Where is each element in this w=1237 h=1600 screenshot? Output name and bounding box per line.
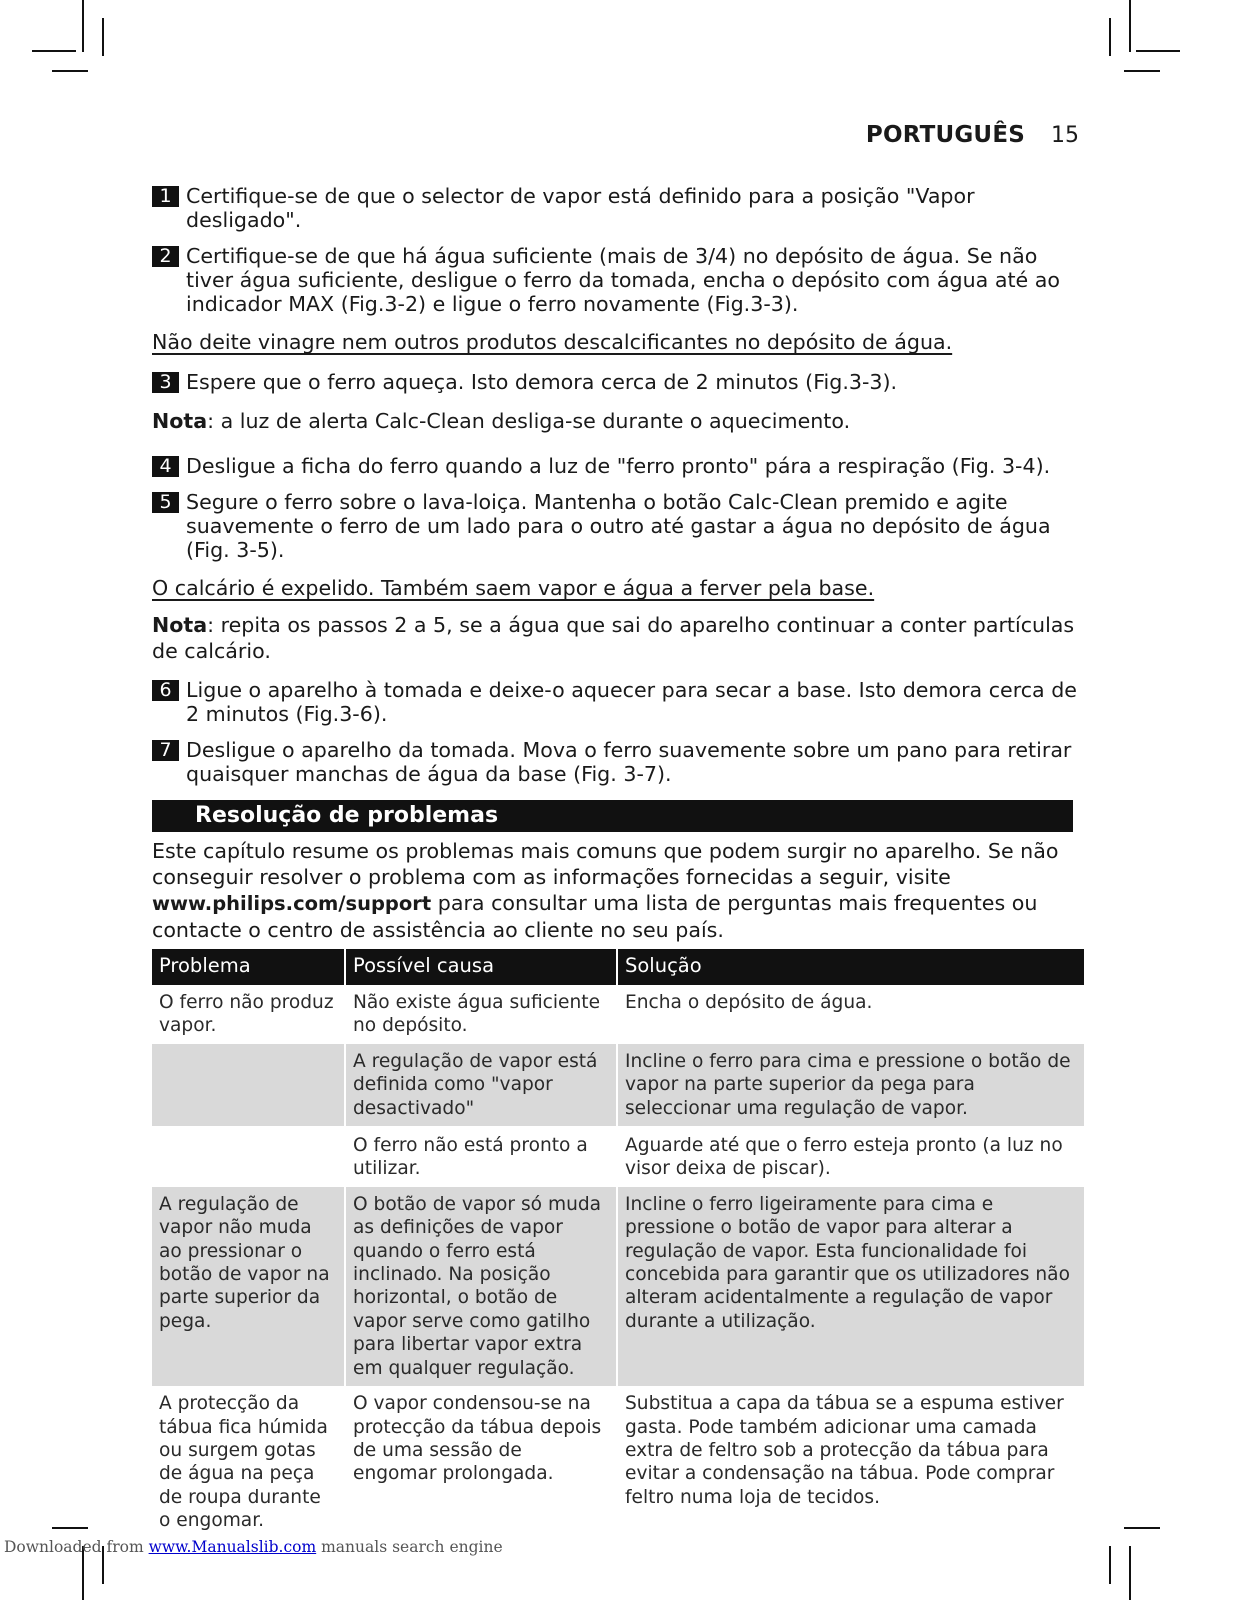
crop-mark: [102, 18, 104, 56]
step-2: [152, 244, 1082, 316]
crop-mark: [1129, 0, 1131, 52]
intro-text: Este capítulo resume os problemas mais comuns que podem surgir no aparelho. Se não conseguir resolver o problema com as informações fornecidas a seguir, visite: [152, 839, 1059, 889]
crop-mark: [82, 0, 84, 52]
problem-cell: [152, 1044, 345, 1127]
column-header: Possível causa: [345, 949, 617, 985]
table-row: [152, 1127, 1084, 1187]
step-text: Certifique-se de que o selector de vapor está definido para a posição "Vapor desligado".: [186, 184, 975, 232]
step-text: Segure o ferro sobre o lava-loiça. Mantenha o botão Calc-Clean premido e agite suavemente o ferro de um lado para o outro até gastar a água no depósito de água (Fig. 3-5).: [186, 490, 1051, 562]
problem-cell: A regulação de vapor não muda ao pressionar o botão de vapor na parte superior da pega.: [152, 1187, 345, 1386]
note: [152, 408, 1082, 434]
page-header: [866, 122, 1079, 148]
column-header: Solução: [617, 949, 1084, 985]
step-text: Certifique-se de que há água suficiente (mais de 3/4) no depósito de água. Se não tiver água suficiente, desligue o ferro da tomada, encha o depósito com água até ao indicador MAX (Fig.3-2) e ligue o ferro novamente (Fig.3-3).: [186, 244, 1060, 316]
solution-cell: Aguarde até que o ferro esteja pronto (a luz no visor deixa de piscar).: [617, 1127, 1084, 1187]
solution-cell: Incline o ferro para cima e pressione o botão de vapor na parte superior da pega para seleccionar uma regulação de vapor.: [617, 1044, 1084, 1127]
download-footer: [4, 1538, 503, 1556]
step-text: Desligue a ficha do ferro quando a luz de "ferro pronto" pára a respiração (Fig. 3-4).: [186, 454, 1051, 478]
step-text: Espere que o ferro aqueça. Isto demora cerca de 2 minutos (Fig.3-3).: [186, 370, 898, 394]
step-number: 3: [152, 372, 179, 393]
table-row: [152, 985, 1084, 1044]
cause-cell: O botão de vapor só muda as definições de vapor quando o ferro está inclinado. Na posição horizontal, o botão de vapor serve como gatilho para libertar vapor extra em qualquer regulação.: [345, 1187, 617, 1386]
solution-cell: Incline o ferro ligeiramente para cima e pressione o botão de vapor para alterar a regulação de vapor. Esta funcionalidade foi concebida para garantir que os utilizadores não alteram acidentalmente a regulação de vapor durante a utilização.: [617, 1187, 1084, 1386]
crop-mark: [1109, 18, 1111, 56]
footer-prefix: Downloaded from: [4, 1538, 149, 1556]
page-number: 15: [1051, 123, 1079, 148]
table-header-row: [152, 949, 1084, 985]
problem-cell: O ferro não produz vapor.: [152, 985, 345, 1044]
step-7: [152, 738, 1082, 786]
step-number: 4: [152, 456, 179, 477]
table-row: [152, 1187, 1084, 1386]
crop-mark: [1136, 50, 1180, 52]
section-heading: Resolução de problemas: [152, 800, 1073, 832]
intro-text: para consultar uma lista de perguntas mais frequentes ou contacte o centro de assistência ao cliente no seu país.: [152, 891, 1038, 942]
step-number: 2: [152, 246, 179, 267]
cause-cell: O vapor condensou-se na protecção da tábua depois de uma sessão de engomar prolongada.: [345, 1386, 617, 1538]
support-url: www.philips.com/support: [152, 892, 432, 915]
step-number: 7: [152, 740, 179, 761]
note-label: Nota: [152, 409, 208, 433]
note-text: : repita os passos 2 a 5, se a água que sai do aparelho continuar a conter partículas de calcário.: [152, 613, 1075, 663]
column-header: Problema: [152, 949, 345, 985]
note-label: Nota: [152, 613, 208, 637]
language-label: PORTUGUÊS: [865, 122, 1025, 148]
crop-mark: [32, 50, 76, 52]
step-3: [152, 370, 1082, 394]
crop-mark: [52, 70, 88, 72]
crop-mark: [52, 1527, 88, 1529]
crop-mark: [1124, 1527, 1160, 1529]
note-text: : a luz de alerta Calc-Clean desliga-se durante o aquecimento.: [207, 409, 851, 433]
manualslib-link[interactable]: www.Manualslib.com: [148, 1538, 317, 1556]
result-text: O calcário é expelido. Também saem vapor e água a ferver pela base.: [152, 576, 875, 600]
crop-mark: [1109, 1546, 1111, 1584]
solution-cell: Encha o depósito de água.: [625, 992, 873, 1013]
note: [152, 612, 1082, 664]
table-row: [152, 1044, 1084, 1127]
step-5: [152, 490, 1082, 562]
footer-suffix: manuals search engine: [316, 1538, 503, 1556]
troubleshooting-table: [152, 949, 1084, 1539]
step-number: 5: [152, 492, 179, 513]
step-text: Ligue o aparelho à tomada e deixe-o aquecer para secar a base. Isto demora cerca de 2 minutos (Fig.3-6).: [186, 678, 1077, 726]
crop-mark: [1124, 70, 1160, 72]
step-text: Desligue o aparelho da tomada. Mova o ferro suavemente sobre um pano para retirar quaisquer manchas de água da base (Fig. 3-7).: [186, 738, 1072, 786]
step-number: 6: [152, 680, 179, 701]
step-1: [152, 184, 1082, 232]
step-6: [152, 678, 1082, 726]
table-row: [152, 1386, 1084, 1538]
problem-cell: [152, 1127, 345, 1187]
crop-mark: [1129, 1546, 1131, 1600]
cause-cell: O ferro não está pronto a utilizar.: [345, 1127, 617, 1187]
page-content: [152, 184, 1082, 1539]
step-number: 1: [152, 186, 179, 207]
step-4: [152, 454, 1082, 478]
result-text: Não deite vinagre nem outros produtos descalcificantes no depósito de água.: [152, 330, 953, 354]
cause-cell: A regulação de vapor está definida como "vapor desactivado": [345, 1044, 617, 1127]
solution-cell: Substitua a capa da tábua se a espuma estiver gasta. Pode também adicionar uma camada extra de feltro sob a protecção da tábua para evitar a condensação na tábua. Pode comprar feltro numa loja de tecidos.: [625, 1393, 1064, 1508]
cause-cell: Não existe água suficiente no depósito.: [345, 985, 617, 1044]
section-intro: [152, 838, 1082, 943]
problem-cell: A protecção da tábua fica húmida ou surgem gotas de água na peça de roupa durante o engomar.: [152, 1386, 345, 1538]
